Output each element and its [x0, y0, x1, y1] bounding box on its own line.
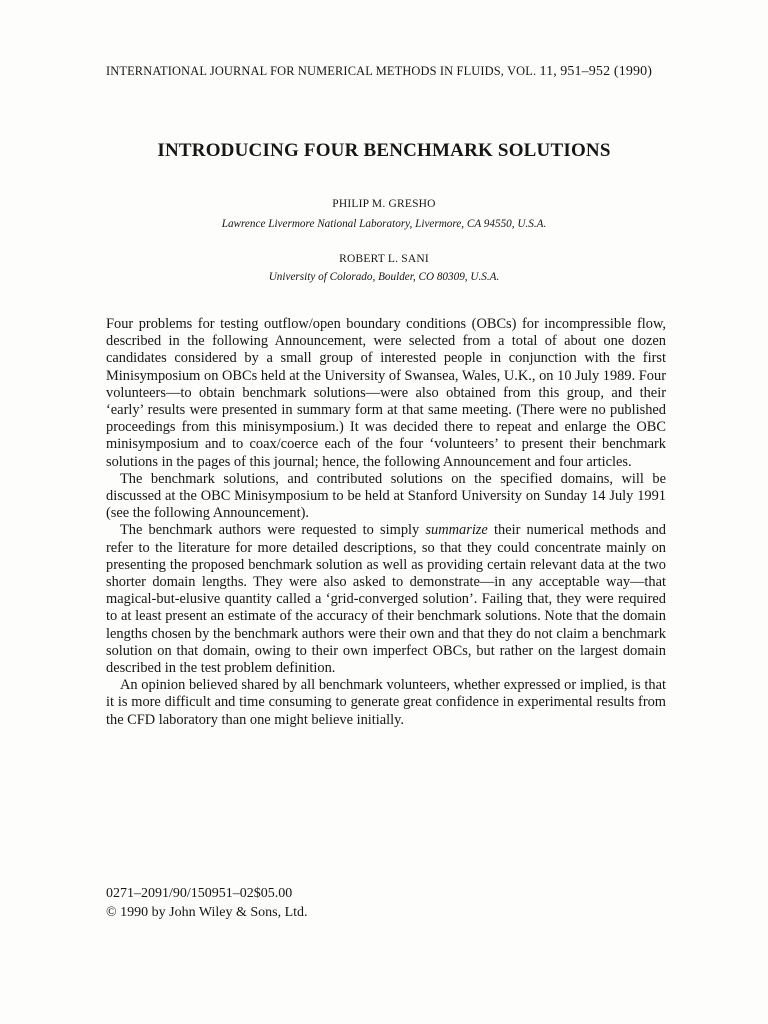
journal-name: INTERNATIONAL JOURNAL FOR NUMERICAL METHODS IN FLUIDS, VOL. [106, 64, 537, 78]
author-name: ROBERT L. SANI [339, 253, 429, 265]
copyright-footer [106, 884, 308, 922]
article-title: INTRODUCING FOUR BENCHMARK SOLUTIONS [157, 140, 611, 161]
running-head [106, 64, 666, 80]
author-affiliation: Lawrence Livermore National Laboratory, Livermore, CA 94550, U.S.A. [221, 218, 547, 230]
paragraph-text: their numerical methods and refer to the literature for more detailed descriptions, so that they could concentrate mainly on presenting the proposed benchmark solution as well as providing certain relevant data at the two shorter domain lengths. They were also asked to demonstrate—in any acceptable way—that magical-but-elusive quantity called a ‘grid-converged solution’. Failing that, they were required to at least present an estimate of the accuracy of their benchmark solutions. Note that the domain lengths chosen by the benchmark authors were their own and that they do not claim a benchmark solution on that domain, owing to their own imperfect OBCs, but rather on the largest domain described in the test problem definition. [106, 522, 666, 677]
author-name: PHILIP M. GRESHO [332, 198, 436, 210]
volume-number: 11, [539, 64, 557, 79]
paragraph [106, 522, 666, 677]
paragraph-text: The benchmark authors were requested to simply [120, 522, 426, 539]
paragraph: Four problems for testing outflow/open boundary conditions (OBCs) for incompressible flow, described in the following Announcement, were selected from a total of about one dozen candidates considered by a small group of interested people in conjunction with the first Minisymposium on OBCs held at the University of Swansea, Wales, U.K., on 10 July 1989. Four volunteers—to obtain benchmark solutions—were also obtained from this group, and their ‘early’ results were presented in summary form at that same meeting. (There were no published proceedings from this minisymposium.) It was decided there to repeat and enlarge the OBC minisymposium and to coax/coerce each of the four ‘volunteers’ to present their benchmark solutions in the pages of this journal; hence, the following Announcement and four articles. [106, 316, 666, 470]
article-code: 0271–2091/90/150951–02$05.00 [106, 886, 293, 901]
author-affiliation: University of Colorado, Boulder, CO 80309, U.S.A. [268, 271, 500, 283]
pages-year: 951–952 (1990) [560, 64, 653, 79]
paragraph: An opinion believed shared by all benchmark volunteers, whether expressed or implied, is that it is more difficult and time consuming to generate great confidence in experimental results from the CFD laboratory than one might believe initially. [106, 677, 666, 728]
emphasized-word: summarize [425, 522, 488, 539]
paragraph: The benchmark solutions, and contributed solutions on the specified domains, will be discussed at the OBC Minisymposium to be held at Stanford University on Sunday 14 July 1991 (see the following Announcement). [106, 470, 666, 522]
article-body [106, 316, 666, 729]
copyright-line: © 1990 by John Wiley & Sons, Ltd. [106, 905, 308, 920]
